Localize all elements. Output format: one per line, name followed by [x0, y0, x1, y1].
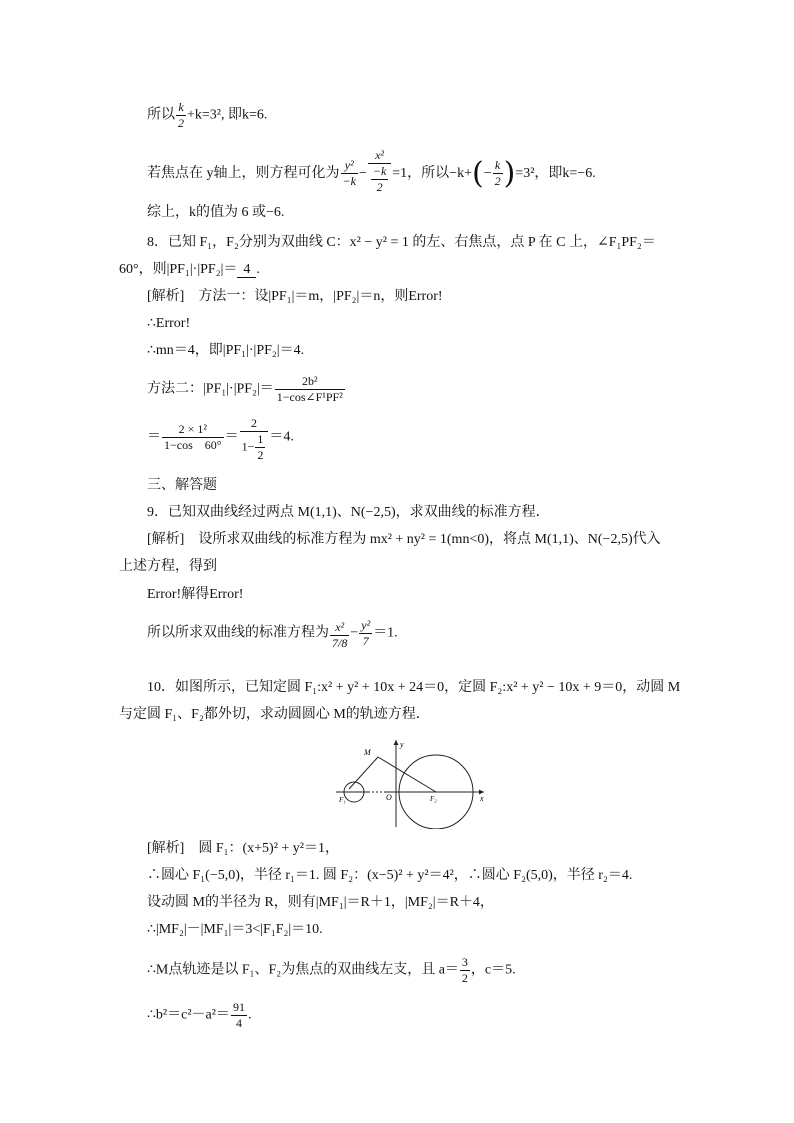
text: =1，所以−k+ — [392, 166, 472, 181]
segment-mf1 — [349, 757, 378, 789]
text: ∴b²＝c²－a²＝ — [147, 1007, 230, 1023]
line-3: 综上，k的值为 6 或−6. — [147, 205, 285, 220]
geometry-figure — [330, 737, 490, 829]
line-17: 10．如图所示，已知定圆 F₁:x² + y² + 10x + 24＝0，定圆 F₂:x² + y² − 10x + 9＝0，动圆 M — [147, 680, 681, 695]
line-4: 8．已知 F₁，F₂分别为双曲线 C：x² − y² = 1 的左、右焦点，点 P 在 C 上，∠F₁PF₂＝ — [147, 235, 656, 250]
line-19: [解析] 圆 F₁：(x+5)² + y²＝1， — [147, 841, 340, 856]
text: ＝ — [147, 429, 161, 445]
label-m: M — [364, 748, 371, 757]
line-24 — [147, 1000, 251, 1031]
line-9 — [147, 374, 346, 405]
text: − — [483, 166, 492, 181]
line-7: ∴Error! — [147, 316, 191, 331]
text: ，c＝5. — [470, 962, 516, 978]
line-1 — [147, 100, 267, 131]
text: 所以 — [147, 107, 175, 123]
label-x: x — [480, 794, 484, 803]
fraction: x² −k 2 — [368, 148, 391, 195]
line-16 — [147, 618, 398, 651]
fraction: $\frac{\text{2b²}}{\text{1−cos∠F¹PF²}}$ — [276, 374, 343, 404]
text: ∴M点轨迹是以 F₁、F₂为焦点的双曲线左支，且 a＝ — [147, 962, 459, 978]
segment-mf2 — [378, 757, 436, 792]
text: . — [247, 1007, 252, 1023]
text: ＝4. — [269, 429, 294, 445]
line-22: ∴|MF₂|－|MF₁|＝3<|F₁F₂|＝10. — [147, 922, 323, 937]
answer-blank: 4 — [237, 262, 256, 278]
line-12: 9．已知双曲线经过两点 M(1,1)、N(−2,5)，求双曲线的标准方程． — [147, 505, 550, 520]
line-21: 设动圆 M的半径为 R，则有|MF₁|＝R＋1，|MF₂|＝R＋4， — [147, 895, 494, 910]
fraction: $\frac{k}{2}$ — [178, 100, 184, 130]
label-y: y — [400, 740, 404, 749]
line-18: 与定圆 F₁、F₂都外切，求动圆圆心 M的轨迹方程． — [119, 707, 430, 722]
line-6: [解析] 方法一：设|PF₁|＝m，|PF₂|＝n，则Error! — [147, 289, 443, 304]
fraction: $\frac{\text{y²}}{-k}$ — [342, 158, 356, 189]
text: +k=3², 即k=6. — [187, 107, 268, 123]
text: =3²，即k=−6. — [515, 166, 596, 181]
fraction: $\frac{\text{y²}}{7}$ — [361, 618, 371, 648]
line-23 — [147, 955, 516, 986]
fraction: $\frac{3}{2}$ — [461, 955, 468, 985]
text: 所以所求双曲线的标准方程为 — [147, 625, 329, 641]
label-o: O — [386, 793, 392, 802]
nested-fraction: $\frac{1}{2}$ — [257, 432, 264, 462]
line-14: 上述方程，得到 — [119, 559, 217, 574]
line-2 — [147, 148, 596, 195]
nested-fraction: −k 2 — [372, 164, 387, 194]
text: − — [358, 166, 367, 181]
line-8: ∴mn＝4，即|PF₁|·|PF₂|＝4. — [147, 343, 305, 358]
text: 60°，则|PF₁|·|PF₂|＝ — [119, 262, 238, 277]
text: ＝1. — [373, 625, 398, 641]
fraction: $\frac{\text{x²}}{7/8}$ — [332, 619, 348, 650]
line-20: ∴圆心 F₁(−5,0)，半径 r₁＝1. 圆 F₂：(x−5)² + y²＝4²，∴圆心 F₂(5,0)，半径 r₂＝4. — [147, 868, 633, 883]
label-f2: F₂ — [430, 795, 437, 803]
text: − — [350, 625, 359, 641]
section-heading: 三、解答题 — [147, 478, 217, 493]
fraction: $\frac{\text{2 × 1²}}{1-\cos 60^\circ}$ — [164, 421, 222, 452]
fraction: $\frac{k}{2}$ — [494, 158, 501, 189]
left-paren: ( — [471, 155, 484, 191]
text: ＝ — [224, 429, 239, 445]
line-10 — [147, 416, 294, 463]
y-axis-arrow — [394, 740, 399, 745]
text: 方法二：|PF₁|·|PF₂|＝ — [147, 381, 274, 397]
fraction: $\frac{91}{4}$ — [232, 1000, 245, 1030]
fraction: 2 1− $\frac{1}{2}$ — [240, 416, 269, 463]
line-5 — [119, 260, 260, 280]
text: 若焦点在 y轴上，则方程可化为 — [147, 166, 340, 181]
right-paren: ) — [503, 155, 516, 191]
line-13: [解析] 设所求双曲线的标准方程为 mx² + ny² = 1(mn<0)，将点 M(1,1)、N(−2,5)代入 — [147, 532, 661, 547]
label-f1: F₁ — [339, 796, 346, 804]
line-15: Error!解得Error! — [147, 587, 244, 602]
text: . — [256, 262, 260, 277]
